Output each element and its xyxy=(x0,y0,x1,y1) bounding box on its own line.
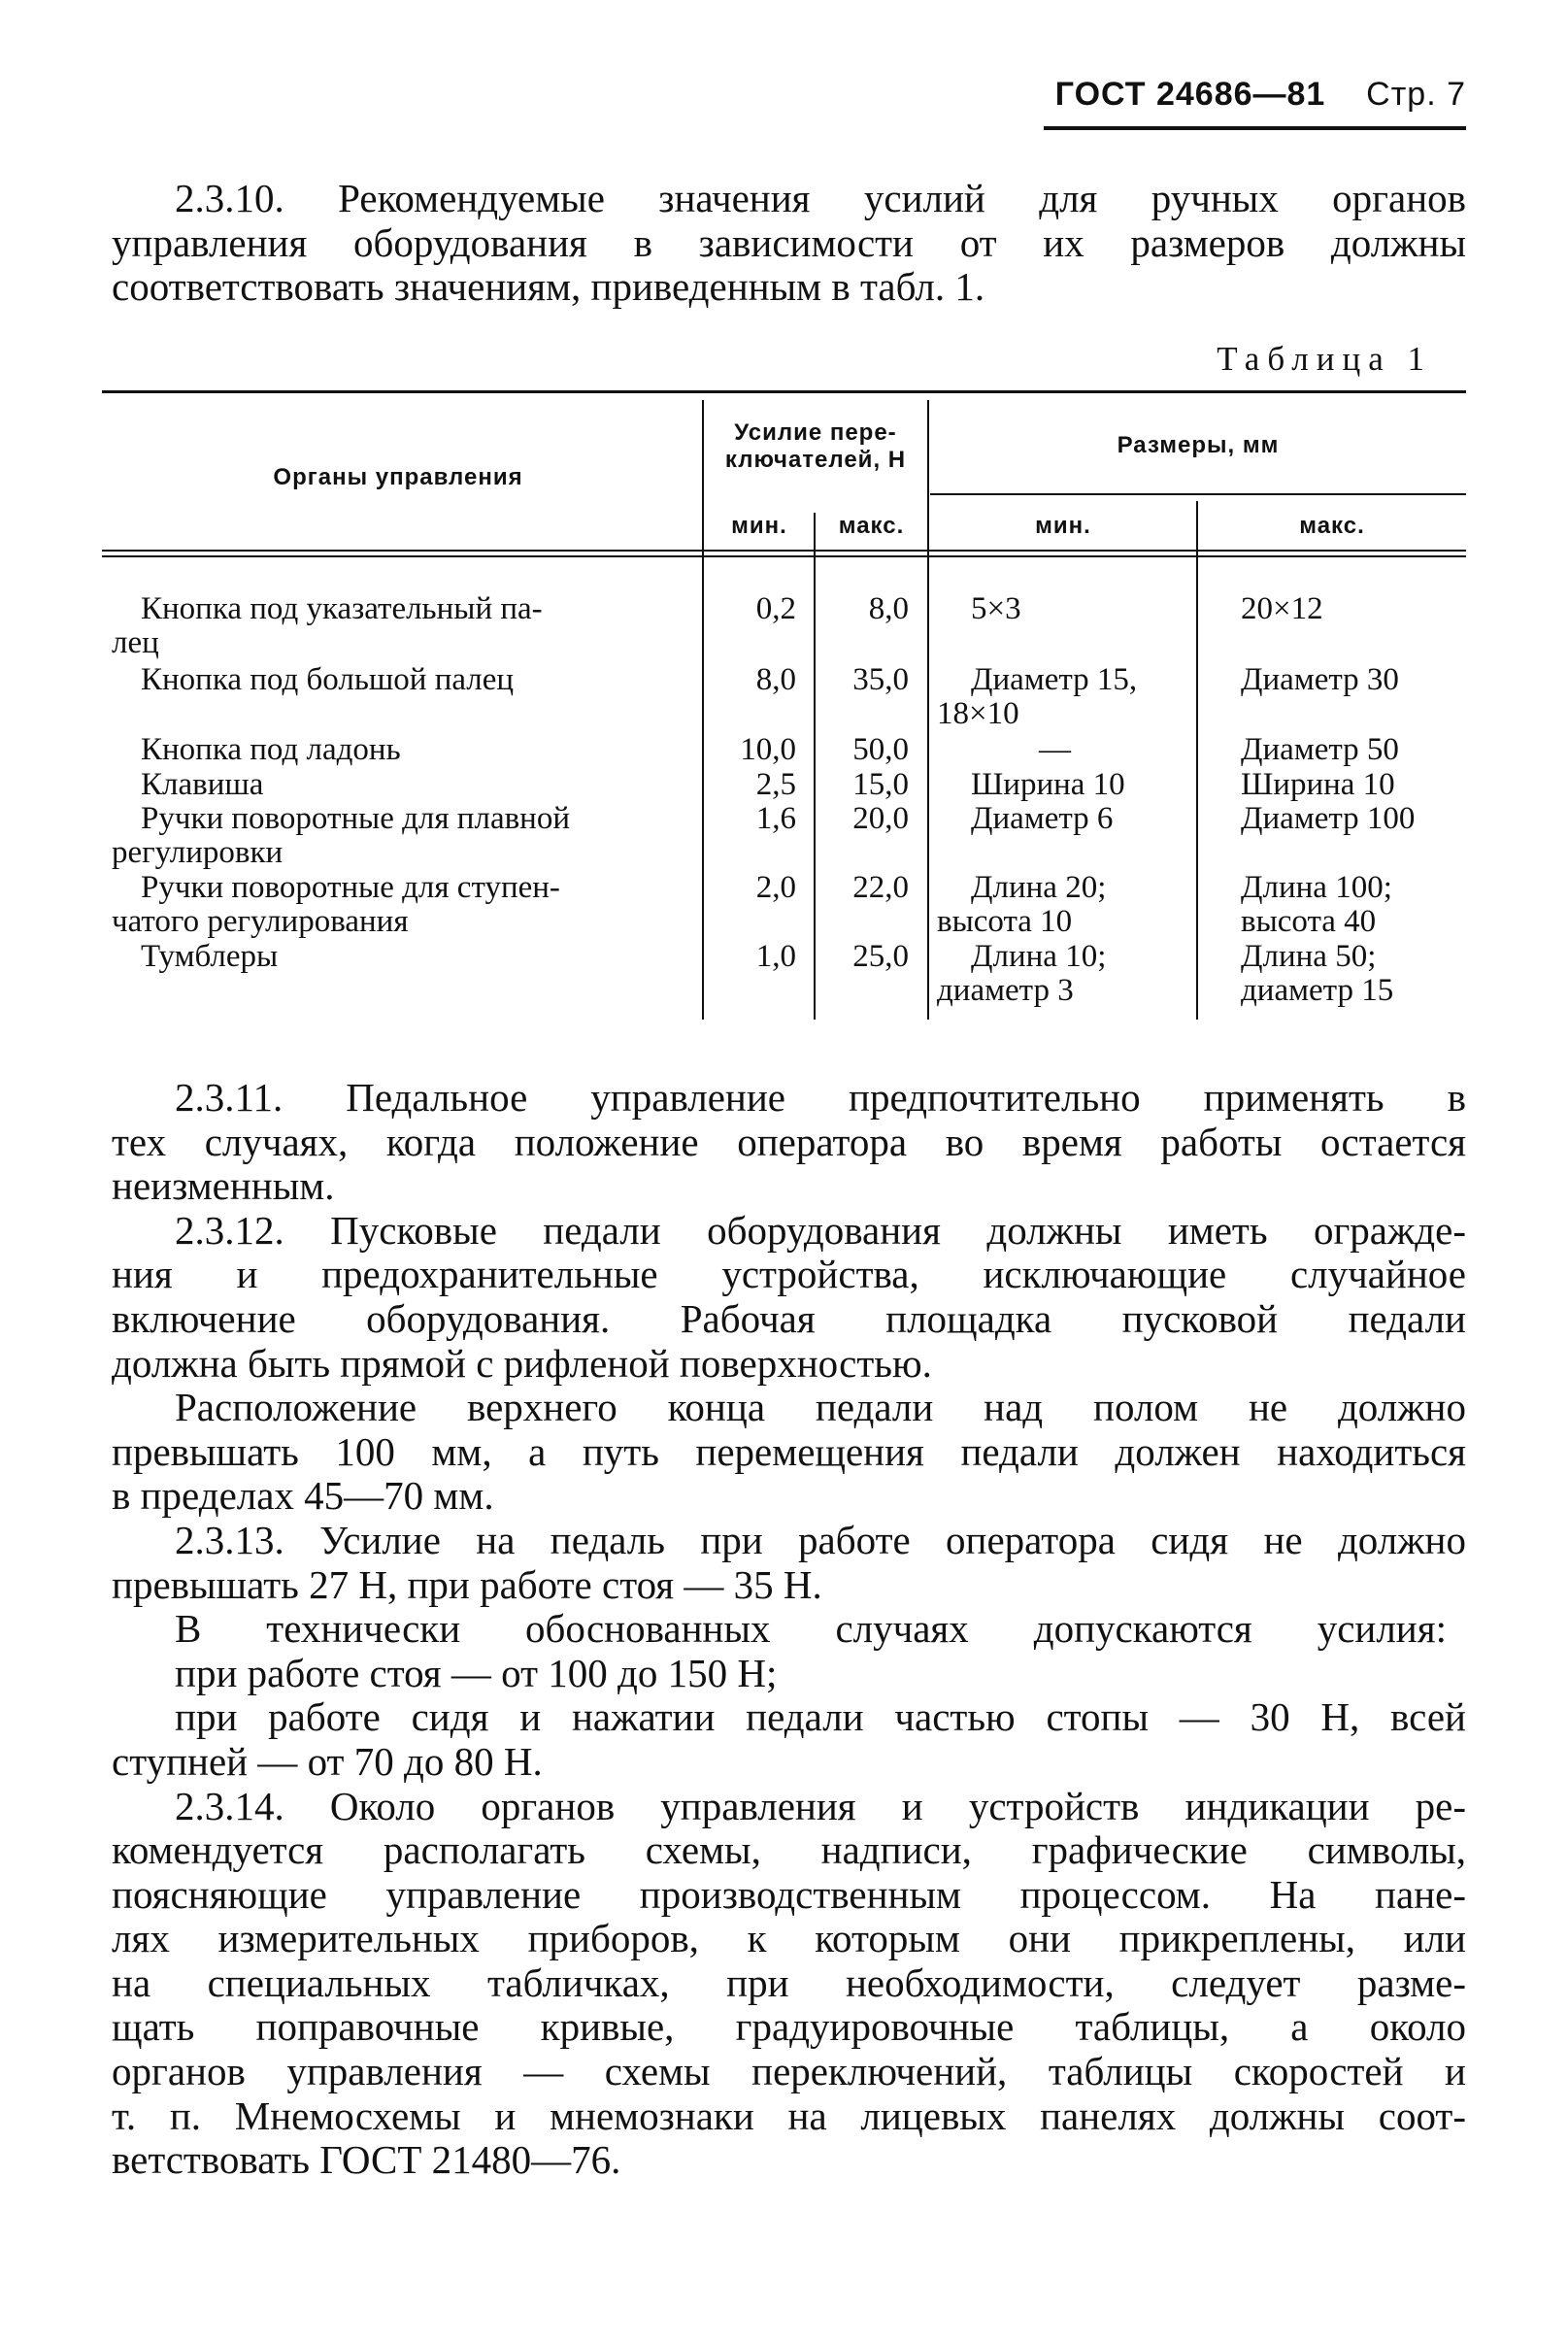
standard-number: ГОСТ 24686—81 xyxy=(1054,76,1326,113)
cell-size-max: Диаметр 100 xyxy=(1241,801,1416,836)
cell-force-min: 10,0 xyxy=(740,732,796,767)
table-col-rule xyxy=(1196,501,1198,1020)
text-line: ветствовать ГОСТ 21480—76. xyxy=(112,2137,621,2183)
text-line: 2.3.12. Пусковые педали оборудования должны иметь огражде- xyxy=(175,1207,1466,1253)
text-line: ступней — от 70 до 80 Н. xyxy=(112,1738,543,1784)
text-line: 2.3.11. Педальное управление предпочтительно применять в xyxy=(175,1075,1466,1120)
text-line: лях измерительных приборов, к которым они прикреплены, или xyxy=(112,1916,1466,1961)
cell-organ: Тумблеры xyxy=(141,939,279,974)
cell-organ: Ручки поворотные для ступен- xyxy=(141,870,560,905)
cell-force-max: 50,0 xyxy=(852,732,909,767)
table-col-rule xyxy=(927,400,929,1020)
header-force-max: макс. xyxy=(838,513,905,539)
cell-size-min: Длина 20; xyxy=(971,870,1107,905)
text-line: превышать 27 Н, при работе стоя — 35 Н. xyxy=(112,1561,822,1607)
text-line: должна быть прямой с рифленой поверхностью. xyxy=(112,1340,932,1386)
header-force-line: ключателей, Н xyxy=(724,447,907,473)
table-header-bottom-rule-2 xyxy=(102,555,1466,557)
text-line: щать поправочные кривые, градуировочные таблицы, а около xyxy=(112,2004,1466,2050)
text-line: ния и предохранительные устройства, исключающие случайное xyxy=(112,1252,1466,1297)
text-line: при работе сидя и нажатии педали частью стопы — 30 Н, всей xyxy=(175,1694,1466,1740)
text-line: на специальных табличках, при необходимости, следует разме- xyxy=(112,1959,1466,2005)
cell-size-max: 20×12 xyxy=(1241,591,1323,626)
text-line: 2.3.13. Усилие на педаль при работе оператора сидя не должно xyxy=(175,1517,1466,1562)
cell-force-min: 1,0 xyxy=(755,939,796,974)
text-line: т. п. Мнемосхемы и мнемознаки на лицевых панелях должны соот- xyxy=(112,2093,1466,2138)
page-header xyxy=(971,76,1466,114)
cell-size-max: Длина 50; xyxy=(1241,939,1377,974)
header-force-min: мин. xyxy=(731,513,787,539)
cell-organ: Клавиша xyxy=(141,767,264,802)
cell-size-min: Ширина 10 xyxy=(971,767,1125,802)
cell-force-max: 15,0 xyxy=(852,767,909,802)
cell-force-max: 25,0 xyxy=(852,939,909,974)
cell-size-min: диаметр 3 xyxy=(937,973,1074,1008)
cell-force-min: 2,5 xyxy=(755,767,796,802)
text-line: поясняющие управление производственным процессом. На пане- xyxy=(112,1871,1466,1917)
text-line: органов управления — схемы переключений, таблицы скоростей и xyxy=(112,2049,1466,2094)
cell-size-max: Длина 100; xyxy=(1241,870,1392,905)
cell-size-max: Ширина 10 xyxy=(1241,767,1395,802)
cell-force-max: 8,0 xyxy=(868,591,909,626)
body-text xyxy=(112,1076,1466,2183)
cell-organ: лец xyxy=(112,625,159,660)
text-line: включение оборудования. Рабочая площадка пусковой педали xyxy=(112,1295,1466,1341)
text-line: неизменным. xyxy=(112,1163,335,1209)
paragraph-2-3-10 xyxy=(112,177,1466,310)
text-line: в пределах 45—70 мм. xyxy=(112,1473,494,1519)
cell-organ: Кнопка под указательный па- xyxy=(141,591,543,626)
header-size: Размеры, мм xyxy=(1117,432,1280,458)
cell-size-max: Диаметр 50 xyxy=(1241,732,1399,767)
cell-organ: Ручки поворотные для плавной xyxy=(141,801,570,836)
text-line: тех случаях, когда положение оператора во время работы остается xyxy=(112,1119,1466,1164)
header-size-min: мин. xyxy=(1035,513,1091,539)
table-top-rule xyxy=(102,390,1466,393)
text-line: превышать 100 мм, а путь перемещения педали должен находиться xyxy=(112,1428,1466,1474)
table-col-rule xyxy=(702,400,704,1020)
cell-size-min: — xyxy=(1039,732,1071,767)
cell-size-min: Диаметр 15, xyxy=(971,662,1138,697)
text-line: В технически обоснованных случаях допускаются усилия: xyxy=(175,1606,1447,1652)
text-line: Расположение верхнего конца педали над полом не должно xyxy=(175,1385,1466,1430)
cell-size-max: Диаметр 30 xyxy=(1241,662,1399,697)
cell-force-min: 8,0 xyxy=(755,662,796,697)
cell-organ: регулировки xyxy=(112,835,284,870)
cell-size-max: высота 40 xyxy=(1241,904,1377,939)
cell-size-min: высота 10 xyxy=(937,904,1073,939)
page-number: Стр. 7 xyxy=(1366,76,1466,113)
text-line: при работе стоя — от 100 до 150 Н; xyxy=(175,1650,778,1695)
cell-size-max: диаметр 15 xyxy=(1241,973,1394,1008)
text-line: управления оборудования в зависимости от их размеров должны xyxy=(112,219,1466,265)
cell-size-min: Длина 10; xyxy=(971,939,1107,974)
cell-organ: Кнопка под большой палец xyxy=(141,662,515,697)
cell-force-min: 0,2 xyxy=(755,591,796,626)
text-line: 2.3.10. Рекомендуемые значения усилий для ручных органов xyxy=(175,176,1466,220)
header-force-line: Усилие пере- xyxy=(734,419,897,446)
cell-size-min: 5×3 xyxy=(971,591,1021,626)
cell-force-min: 1,6 xyxy=(755,801,796,836)
table-caption: Таблица 1 xyxy=(1217,340,1432,378)
cell-force-max: 35,0 xyxy=(852,662,909,697)
header-rule xyxy=(1044,126,1466,130)
text-line: соответствовать значениям, приведенным в табл. 1. xyxy=(112,264,985,310)
cell-size-min: Диаметр 6 xyxy=(971,801,1114,836)
text-line: 2.3.14. Около органов управления и устройств индикации ре- xyxy=(175,1783,1466,1828)
cell-organ: чатого регулирования xyxy=(112,904,409,939)
header-organs: Органы управления xyxy=(273,464,523,490)
cell-size-min: 18×10 xyxy=(937,696,1019,731)
cell-organ: Кнопка под ладонь xyxy=(141,732,401,767)
cell-force-max: 20,0 xyxy=(852,801,909,836)
header-force xyxy=(705,419,926,474)
cell-force-min: 2,0 xyxy=(755,870,796,905)
header-size-max: макс. xyxy=(1299,513,1365,539)
table-header-bottom-rule xyxy=(102,550,1466,552)
cell-force-max: 22,0 xyxy=(852,870,909,905)
text-line: комендуется располагать схемы, надписи, графические символы, xyxy=(112,1827,1466,1873)
table-header-rule xyxy=(930,493,1466,495)
